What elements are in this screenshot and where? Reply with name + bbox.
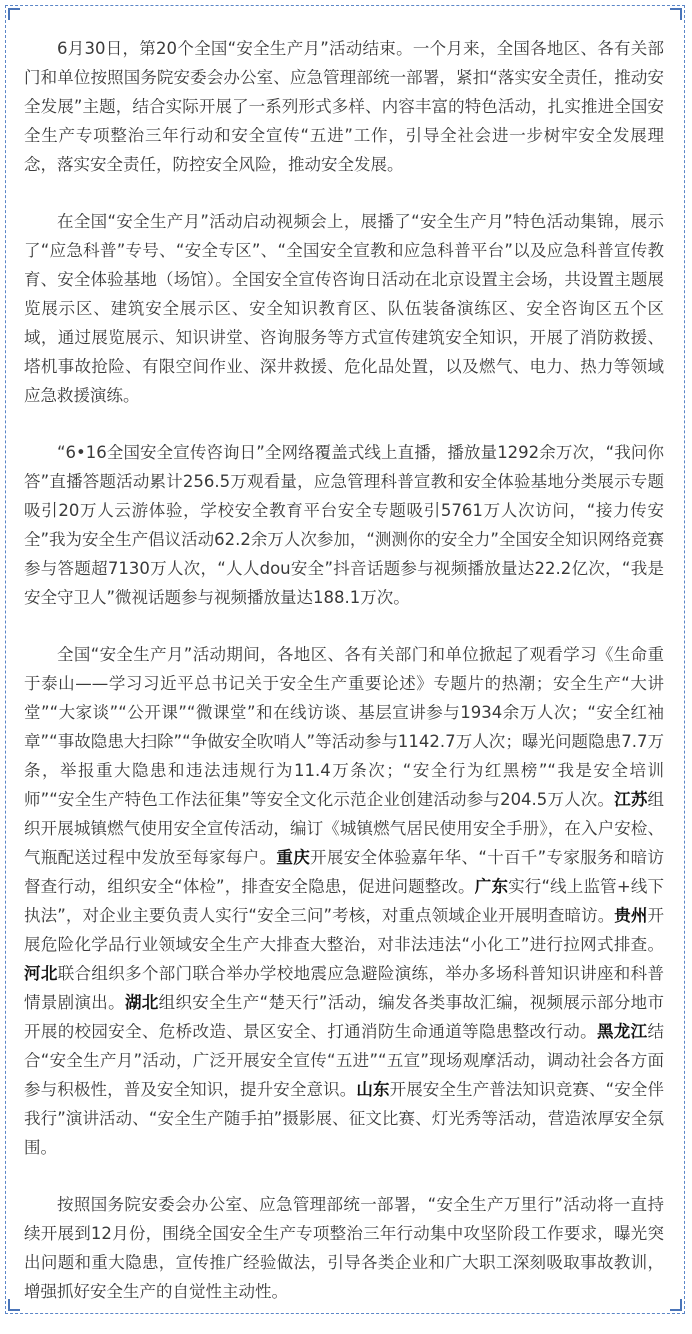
frame-corner-decoration xyxy=(8,8,20,20)
paragraph-text: 联合组织多个部门联合举办学校地震应急避险演练，举办多场科普知识讲座和科普情景剧演出。 xyxy=(24,964,665,1012)
frame-corner-decoration xyxy=(670,1299,682,1311)
paragraph-text: 按照国务院安委会办公室、应急管理部统一部署，“安全生产万里行”活动将一直持续开展到12月份，围绕全国安全生产专项整治三年行动集中攻坚阶段工作要求，曝光突出问题和重大隐患，宣传推广经验做法，引导各类企业和广大职工深刻吸取事故教训，增强抓好安全生产的自觉性主动性。 xyxy=(24,1195,664,1301)
region-name: 重庆 xyxy=(276,848,311,867)
paragraph-text: 全国“安全生产月”活动期间，各地区、各有关部门和单位掀起了观看学习《生命重于泰山——学习习近平总书记关于安全生产重要论述》专题片的热潮；安全生产“大讲堂”“大家谈”“公开课”“微课堂”和在线访谈、基层宣讲参与1934余万人次；“安全红袖章”“事故隐患大扫除”“争做安全吹哨人”等活动参与1142.7万人次；曝光问题隐患7.7万条，举报重大隐患和违法违规行为11.4万条次；“安全行为红黑榜”“我是安全培训师”“安全生产特色工作法征集”等安全文化示范企业创建活动参与204.5万人次。 xyxy=(24,645,664,809)
paragraph-text: 实行“线上监管+线下执法”，对企业主要负责人实行“安全三问”考核，对重点领域企业开展明查暗访。 xyxy=(24,877,665,925)
paragraph-text: 6月30日，第20个全国“安全生产月”活动结束。一个月来，全国各地区、各有关部门和单位按照国务院安委会办公室、应急管理部统一部署，紧扣“落实安全责任，推动安全发展”主题，结合实际开展了一系列形式多样、内容丰富的特色活动，扎实推进全国安全生产专项整治三年行动和安全宣传“五进”工作，引导全社会进一步树牢安全发展理念，落实安全责任，防控安全风险，推动安全发展。 xyxy=(24,39,664,174)
paragraph-text: 结合“安全生产月”活动，广泛开展安全宣传“五进”“五宣”现场观摩活动，调动社会各方面参与积极性，普及安全知识，提升安全意识。 xyxy=(24,1022,665,1099)
frame-corner-decoration xyxy=(670,8,682,20)
frame-corner-decoration xyxy=(8,1299,20,1311)
region-name: 广东 xyxy=(474,877,509,896)
region-name: 江苏 xyxy=(614,790,648,809)
article-paragraph xyxy=(24,438,664,612)
paragraph-text: “6•16全国安全宣传咨询日”全网络覆盖式线上直播，播放量1292余万次，“我问你答”直播答题活动累计256.5万观看量，应急管理科普宣教和安全体验基地分类展示专题吸引20万人云游体验，学校安全教育平台安全专题吸引5761万人次访问，“接力传安全”我为安全生产倡议活动62.2余万人次参加，“测测你的安全力”全国安全知识网络竞赛参与答题超7130万人次，“人人dou安全”抖音话题参与视频播放量达22.2亿次，“我是安全守卫人”微视话题参与视频播放量达188.1万次。 xyxy=(24,443,664,607)
article-paragraph xyxy=(24,640,664,1162)
article-body xyxy=(24,34,664,1334)
region-name: 黑龙江 xyxy=(596,1022,648,1041)
article-paragraph xyxy=(24,1190,664,1306)
region-name: 湖北 xyxy=(124,993,159,1012)
paragraph-text: 开展安全体验嘉年华、“十百千”专家服务和暗访督查行动，组织安全“体检”，排查安全隐患，促进问题整改。 xyxy=(24,848,665,896)
paragraph-text: 组织开展城镇燃气使用安全宣传活动，编订《城镇燃气居民使用安全手册》，在入户安检、气瓶配送过程中发放至每家每户。 xyxy=(24,790,664,867)
paragraph-text: 开展安全生产普法知识竞赛、“安全伴我行”演讲活动、“安全生产随手拍”摄影展、征文比赛、灯光秀等活动，营造浓厚安全氛围。 xyxy=(24,1080,664,1157)
region-name: 山东 xyxy=(356,1080,390,1099)
paragraph-text: 组织安全生产“楚天行”活动，编发各类事故汇编，视频展示部分地市开展的校园安全、危桥改造、景区安全、打通消防生命通道等隐患整改行动。 xyxy=(24,993,665,1041)
region-name: 河北 xyxy=(24,964,58,983)
paragraph-text: 开展危险化学品行业领域安全生产大排查大整治，对非法违法“小化工”进行拉网式排查。 xyxy=(24,906,664,954)
article-paragraph xyxy=(24,34,664,179)
region-name: 贵州 xyxy=(614,906,648,925)
paragraph-text: 在全国“安全生产月”活动启动视频会上，展播了“安全生产月”特色活动集锦，展示了“应急科普”专号、“安全专区”、“全国安全宣教和应急科普平台”以及应急科普宣传教育、安全体验基地（场馆）。全国安全宣传咨询日活动在北京设置主会场，共设置主题展览展示区、建筑安全展示区、安全知识教育区、队伍装备演练区、安全咨询区五个区域，通过展览展示、知识讲堂、咨询服务等方式宣传建筑安全知识，开展了消防救援、塔机事故抢险、有限空间作业、深井救援、危化品处置，以及燃气、电力、热力等领域应急救援演练。 xyxy=(24,212,664,405)
article-paragraph xyxy=(24,207,664,410)
